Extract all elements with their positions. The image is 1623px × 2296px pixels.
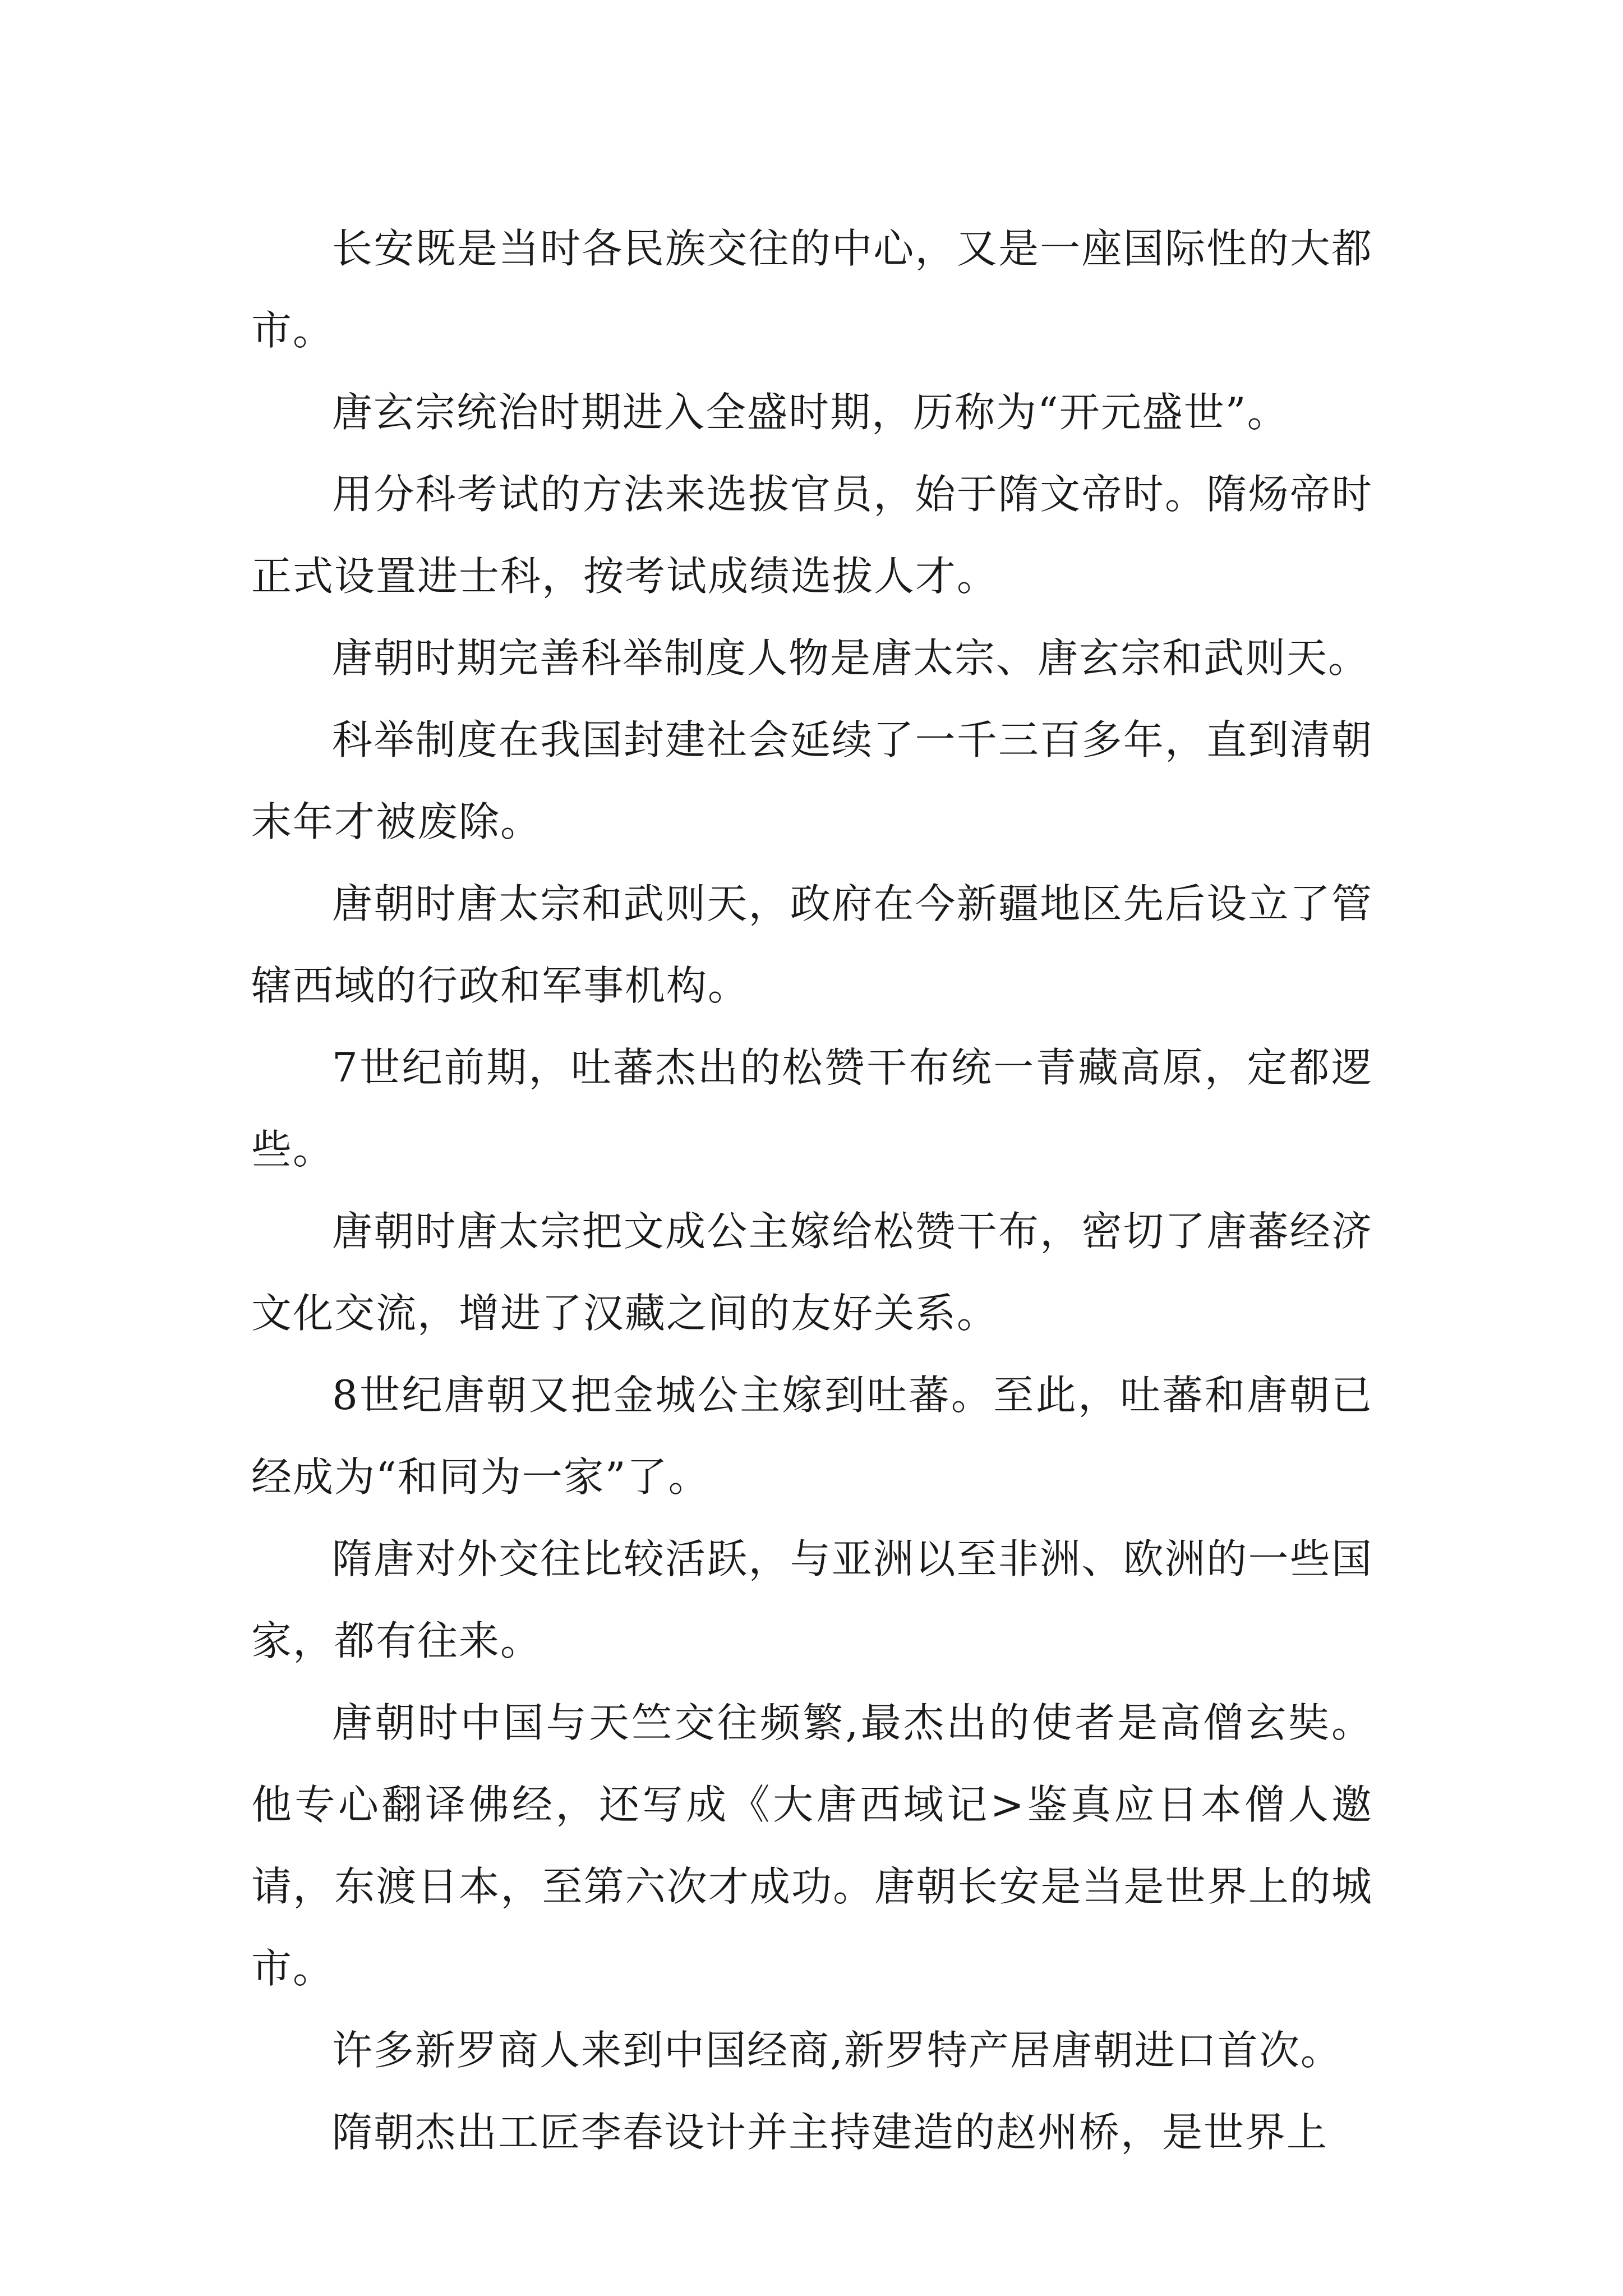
paragraph: 7世纪前期，吐蕃杰出的松赞干布统一青藏高原，定都逻些。 [251, 1044, 1373, 1173]
paragraph: 隋唐对外交往比较活跃，与亚洲以至非洲、欧洲的一些国家，都有往来。 [251, 1535, 1373, 1664]
paragraph: 唐玄宗统治时期进入全盛时期，历称为“开元盛世”。 [332, 389, 1289, 436]
paragraph: 许多新罗商人来到中国经商,新罗特产居唐朝进口首次。 [332, 2027, 1342, 2074]
paragraph: 唐朝时唐太宗和武则天，政府在今新疆地区先后设立了管辖西域的行政和军事机构。 [251, 880, 1373, 1009]
paragraph: 唐朝时期完善科举制度人物是唐太宗、唐玄宗和武则天。 [332, 634, 1370, 682]
paragraph: 长安既是当时各民族交往的中心，又是一座国际性的大都市。 [251, 225, 1373, 354]
paragraph: 唐朝时唐太宗把文成公主嫁给松赞干布，密切了唐蕃经济文化交流，增进了汉藏之间的友好关系。 [251, 1208, 1373, 1337]
paragraph: 科举制度在我国封建社会延续了一千三百多年，直到清朝末年才被废除。 [251, 716, 1373, 845]
paragraph: 唐朝时中国与天竺交往频繁,最杰出的使者是高僧玄奘。他专心翻译佛经，还写成《大唐西域记>鉴真应日本僧人邀请，东渡日本，至第六次才成功。唐朝长安是当是世界上的城市。 [251, 1699, 1373, 1992]
paragraph: 8世纪唐朝又把金城公主嫁到吐蕃。至此，吐蕃和唐朝已经成为“和同为一家”了。 [251, 1372, 1373, 1501]
document-body [251, 208, 1373, 2173]
paragraph: 用分科考试的方法来选拔官员，始于隋文帝时。隋炀帝时正式设置进士科，按考试成绩选拔人才。 [251, 471, 1373, 600]
paragraph: 隋朝杰出工匠李春设计并主持建造的赵州桥，是世界上 [332, 2109, 1329, 2156]
